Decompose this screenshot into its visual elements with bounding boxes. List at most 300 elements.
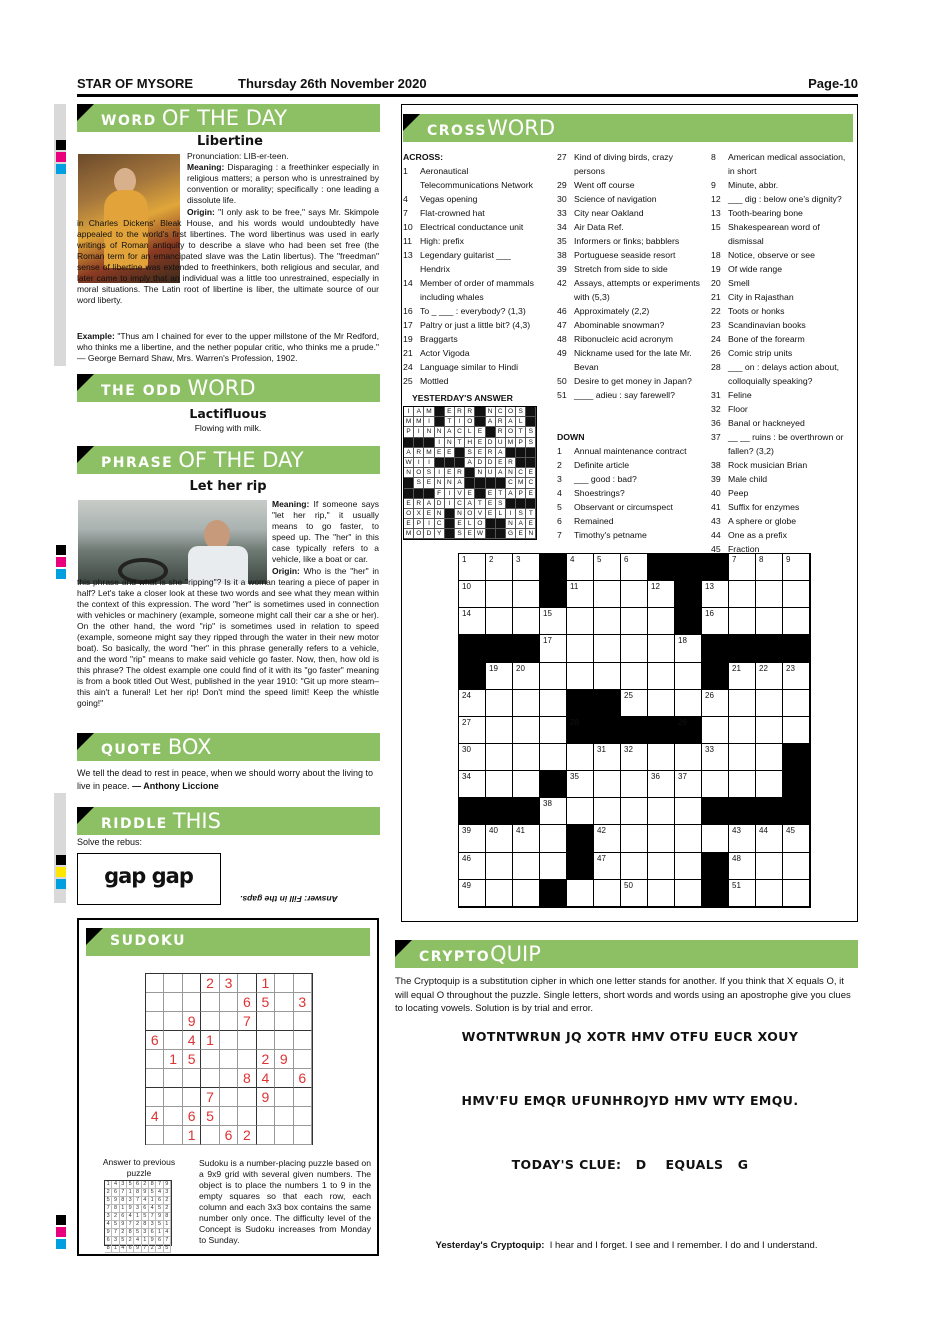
sudoku-cell[interactable] [294, 1126, 312, 1145]
crossword-cell[interactable] [486, 825, 513, 852]
clue-number: 33 [557, 208, 567, 218]
quote-text [77, 767, 379, 793]
crossword-cell[interactable] [540, 608, 567, 635]
crossword-cell[interactable] [459, 880, 486, 907]
mini-cell: L [465, 519, 475, 529]
sudoku-title: SUDOKU [110, 933, 186, 949]
crossword-cell[interactable] [621, 853, 648, 880]
crossword-cell[interactable] [756, 608, 783, 635]
crossword-cell[interactable] [567, 771, 594, 798]
clue-number: 12 [711, 194, 721, 204]
crossword-cell[interactable] [513, 825, 540, 852]
clue-text: Notice, observe or see [728, 250, 815, 260]
sudoku-cell[interactable] [275, 974, 293, 993]
crossword-cell[interactable] [540, 663, 567, 690]
crossword-cell[interactable] [621, 798, 648, 825]
bar-label-small: QUOTE [101, 742, 163, 758]
sudoku-cell[interactable] [294, 1050, 312, 1069]
crossword-cell[interactable] [702, 581, 729, 608]
crossword-cell[interactable] [459, 608, 486, 635]
crossword-cell[interactable] [486, 608, 513, 635]
crossword-cell[interactable] [567, 744, 594, 771]
clue-text: ____ adieu : say farewell? [574, 390, 675, 400]
black-square [621, 717, 648, 744]
crossword-cell[interactable] [567, 581, 594, 608]
black-square [702, 853, 729, 880]
crossword-cell[interactable] [594, 880, 621, 907]
crossword-cell[interactable] [594, 581, 621, 608]
sudoku-cell[interactable] [201, 993, 219, 1012]
crossword-cell[interactable] [756, 581, 783, 608]
answer-cell: 4 [105, 1221, 112, 1229]
bar-label-small: CRYPTO [419, 949, 491, 965]
answer-cell: 1 [164, 1221, 171, 1229]
sudoku-cell[interactable] [257, 1107, 275, 1126]
bar-label-large: WORD [187, 376, 256, 400]
crossword-cell[interactable] [783, 608, 810, 635]
sudoku-cell: 9 [257, 1088, 275, 1107]
mini-cell: C [516, 468, 526, 478]
sudoku-cell[interactable] [201, 1069, 219, 1088]
sudoku-cell[interactable] [275, 1069, 293, 1088]
sudoku-cell[interactable] [183, 1088, 201, 1107]
answer-cell: 4 [156, 1189, 163, 1197]
crossword-cell[interactable] [729, 690, 756, 717]
sudoku-cell[interactable] [201, 1050, 219, 1069]
meaning-text: If someone says "let her rip," it usually means to go faster, to speed up. The "her" in this case typically refers to a vehicle, like a boat or car. [272, 499, 379, 564]
crossword-cell[interactable] [540, 717, 567, 744]
crossword-cell[interactable] [729, 608, 756, 635]
answer-cell: 6 [105, 1237, 112, 1245]
sudoku-cell[interactable] [220, 1050, 238, 1069]
answer-cell: 7 [134, 1197, 141, 1205]
answer-cell: 4 [112, 1181, 119, 1189]
clue-number: 29 [557, 180, 567, 190]
cell-number: 13 [705, 582, 714, 592]
clue-number: 37 [711, 432, 721, 442]
sudoku-cell[interactable] [220, 1069, 238, 1088]
crossword-cell[interactable] [513, 744, 540, 771]
clue-number: 1 [403, 166, 408, 176]
sudoku-cell[interactable] [183, 1069, 201, 1088]
cell-number: 31 [597, 744, 606, 754]
crossword-cell[interactable] [783, 825, 810, 852]
color-mark [56, 545, 66, 555]
crossword-cell[interactable] [729, 853, 756, 880]
crossword-cell[interactable] [648, 635, 675, 662]
crossword-cell[interactable] [648, 690, 675, 717]
clue-number: 13 [711, 208, 721, 218]
crossword-cell[interactable] [756, 771, 783, 798]
corner-triangle-icon [77, 104, 94, 121]
black-square [702, 798, 729, 825]
black-square [513, 635, 540, 662]
sudoku-cell[interactable] [220, 1012, 238, 1031]
sudoku-cell[interactable] [220, 993, 238, 1012]
crossword-cell[interactable] [567, 554, 594, 581]
sudoku-cell[interactable] [275, 1012, 293, 1031]
crossword-cell[interactable] [540, 690, 567, 717]
crossword-cell[interactable] [486, 853, 513, 880]
sudoku-cell[interactable] [146, 1069, 164, 1088]
mini-cell [445, 458, 455, 468]
mini-cell [496, 529, 506, 539]
word-of-day-meaning [187, 162, 379, 206]
sudoku-cell[interactable] [238, 1050, 256, 1069]
crossword-cell[interactable] [594, 554, 621, 581]
crossword-cell[interactable] [648, 853, 675, 880]
crossword-cell[interactable] [486, 771, 513, 798]
crossword-cell[interactable] [594, 744, 621, 771]
clue-item [711, 528, 854, 542]
sudoku-cell[interactable] [294, 1012, 312, 1031]
sudoku-cell[interactable] [164, 993, 182, 1012]
crossword-cell[interactable] [567, 880, 594, 907]
crossword-cell[interactable] [621, 608, 648, 635]
across-clues-col2 [557, 150, 703, 542]
answer-cell: 5 [134, 1229, 141, 1237]
answer-cell: 7 [142, 1245, 149, 1253]
clue-number: 2 [557, 460, 562, 470]
crossword-cell[interactable] [648, 744, 675, 771]
mini-cell: A [414, 407, 424, 417]
clue-text: Actor Vigoda [420, 348, 470, 358]
sudoku-cell[interactable] [275, 1107, 293, 1126]
answer-cell: 3 [156, 1245, 163, 1253]
crossword-cell[interactable] [675, 825, 702, 852]
crossword-cell[interactable] [621, 880, 648, 907]
sudoku-cell[interactable] [146, 1126, 164, 1145]
crossword-cell[interactable] [702, 825, 729, 852]
answer-cell: 8 [134, 1189, 141, 1197]
crossword-cell[interactable] [621, 581, 648, 608]
crossword-cell[interactable] [621, 554, 648, 581]
crossword-cell[interactable] [621, 690, 648, 717]
sudoku-cell[interactable] [146, 1012, 164, 1031]
crossword-cell[interactable] [648, 825, 675, 852]
black-square [459, 663, 486, 690]
mini-cell [404, 438, 414, 448]
sudoku-cell[interactable] [238, 1107, 256, 1126]
sudoku-cell[interactable] [220, 1107, 238, 1126]
sudoku-cell[interactable] [164, 1088, 182, 1107]
crossword-cell[interactable] [513, 608, 540, 635]
crossword-cell[interactable] [513, 581, 540, 608]
black-square [567, 853, 594, 880]
mini-cell: X [414, 509, 424, 519]
crossword-cell[interactable] [756, 554, 783, 581]
crossword-cell[interactable] [729, 581, 756, 608]
mini-cell: C [435, 519, 445, 529]
crossword-cell[interactable] [513, 690, 540, 717]
mini-cell: L [516, 417, 526, 427]
crossword-cell[interactable] [783, 880, 810, 907]
crossword-cell[interactable] [648, 581, 675, 608]
crossword-cell[interactable] [783, 690, 810, 717]
sudoku-cell[interactable] [164, 1012, 182, 1031]
example-text: "Thus am I chained for ever to the upper millstone of the Mr Redford, who thinks me a libertine, and the nether popular critic, who thinks me a prude." — George Bernard Shaw, Mrs. Warren's Profession, 1902. [77, 331, 379, 363]
quote-body: We tell the dead to rest in peace, when we should worry about the living to live in peace. [77, 768, 374, 791]
sudoku-cell[interactable] [164, 1126, 182, 1145]
crossword-cell[interactable] [756, 663, 783, 690]
cell-number: 51 [732, 880, 741, 890]
sudoku-cell[interactable] [238, 974, 256, 993]
crossword-cell[interactable] [540, 635, 567, 662]
crossword-cell[interactable] [567, 608, 594, 635]
crossword-cell[interactable] [675, 635, 702, 662]
crossword-cell[interactable] [756, 853, 783, 880]
sudoku-cell[interactable] [238, 1031, 256, 1050]
sudoku-cell[interactable] [275, 1031, 293, 1050]
sudoku-cell: 1 [183, 1126, 201, 1145]
sudoku-cell[interactable] [183, 974, 201, 993]
crossword-cell[interactable] [702, 744, 729, 771]
answer-cell: 1 [142, 1237, 149, 1245]
crossword-cell[interactable] [675, 880, 702, 907]
meaning-text: Disparaging : a freethinker especially in religious matters; a person who is unrestrained by convention or morality; specifically : one leading a dissolute life. [187, 162, 379, 205]
mini-cell: L [465, 427, 475, 437]
sudoku-cell[interactable] [294, 974, 312, 993]
clue-text: Smell [728, 278, 750, 288]
crossword-cell[interactable] [756, 825, 783, 852]
sudoku-cell[interactable] [146, 1050, 164, 1069]
color-mark [56, 879, 66, 889]
answer-cell: 2 [127, 1237, 134, 1245]
sudoku-answer-grid [104, 1180, 172, 1251]
sudoku-cell[interactable] [164, 1069, 182, 1088]
crossword-cell[interactable] [594, 825, 621, 852]
mini-cell: N [445, 438, 455, 448]
crossword-cell[interactable] [513, 771, 540, 798]
sudoku-cell: 4 [257, 1069, 275, 1088]
sudoku-cell[interactable] [146, 974, 164, 993]
crossword-cell[interactable] [675, 663, 702, 690]
crossword-cell[interactable] [513, 717, 540, 744]
mini-cell [445, 529, 455, 539]
crossword-cell[interactable] [702, 717, 729, 744]
crossword-cell[interactable] [594, 798, 621, 825]
sudoku-cell[interactable] [146, 1088, 164, 1107]
crossword-cell[interactable] [648, 880, 675, 907]
crossword-cell[interactable] [783, 554, 810, 581]
crossword-cell[interactable] [729, 744, 756, 771]
answer-cell: 6 [156, 1197, 163, 1205]
sudoku-cell[interactable] [294, 1031, 312, 1050]
crossword-cell[interactable] [594, 608, 621, 635]
clue-item [711, 178, 854, 192]
crossword-cell[interactable] [648, 798, 675, 825]
answer-cell: 4 [120, 1245, 127, 1253]
crossword-cell[interactable] [675, 771, 702, 798]
clue-text: Nickname used for the late Mr. Bevan [574, 348, 692, 372]
crossword-cell[interactable] [594, 635, 621, 662]
color-mark [56, 140, 66, 150]
crossword-cell[interactable] [486, 581, 513, 608]
cell-number: 46 [462, 853, 471, 863]
answer-cell: 2 [149, 1245, 156, 1253]
crossword-cell[interactable] [486, 690, 513, 717]
mini-cell: O [475, 519, 485, 529]
sudoku-cell[interactable] [294, 1107, 312, 1126]
sudoku-cell[interactable] [275, 1126, 293, 1145]
mini-cell: S [526, 427, 536, 437]
crossword-cell[interactable] [783, 663, 810, 690]
clues-col3 [711, 150, 854, 556]
sudoku-cell[interactable] [201, 1012, 219, 1031]
clue-number: 47 [557, 320, 567, 330]
sudoku-cell: 6 [238, 993, 256, 1012]
crossword-cell[interactable] [513, 880, 540, 907]
crossword-cell[interactable] [459, 825, 486, 852]
mini-cell: A [465, 458, 475, 468]
crossword-cell[interactable] [513, 554, 540, 581]
crossword-cell[interactable] [729, 880, 756, 907]
sudoku-cell[interactable] [257, 1012, 275, 1031]
sudoku-cell[interactable] [164, 1107, 182, 1126]
clue-item [557, 276, 703, 304]
answer-cell: 7 [164, 1237, 171, 1245]
answer-cell: 3 [142, 1229, 149, 1237]
crossword-cell[interactable] [540, 744, 567, 771]
crossword-cell[interactable] [540, 825, 567, 852]
clue-number: 48 [557, 334, 567, 344]
clue-text: Informers or finks; babblers [574, 236, 680, 246]
crossword-cell[interactable] [594, 853, 621, 880]
crossword-cell[interactable] [675, 853, 702, 880]
rebus-text: gap gap [104, 864, 193, 888]
crossword-cell[interactable] [648, 608, 675, 635]
crossword-cell[interactable] [459, 853, 486, 880]
mini-cell: M [424, 407, 434, 417]
sudoku-cell[interactable] [257, 1031, 275, 1050]
sudoku-cell[interactable] [220, 1088, 238, 1107]
mini-cell: M [424, 448, 434, 458]
clue-number: 10 [403, 222, 413, 232]
crossword-cell[interactable] [486, 663, 513, 690]
crossword-cell[interactable] [729, 825, 756, 852]
crossword-cell[interactable] [459, 690, 486, 717]
crossword-cell[interactable] [648, 663, 675, 690]
crossword-cell[interactable] [756, 690, 783, 717]
crossword-cell[interactable] [702, 608, 729, 635]
cell-number: 39 [462, 826, 471, 836]
black-square [783, 798, 810, 825]
clue-number: 41 [711, 502, 721, 512]
crossword-cell[interactable] [540, 853, 567, 880]
issue-date: Thursday 26th November 2020 [238, 76, 427, 91]
crossword-cell[interactable] [594, 663, 621, 690]
clue-text: Approximately (2,2) [574, 306, 650, 316]
word-of-day-bar [77, 104, 380, 132]
crossword-cell[interactable] [486, 744, 513, 771]
crossword-cell[interactable] [756, 717, 783, 744]
crossword-cell[interactable] [675, 798, 702, 825]
mini-cell [486, 427, 496, 437]
crossword-cell[interactable] [729, 663, 756, 690]
crossword-cell[interactable] [783, 853, 810, 880]
crossword-cell[interactable] [459, 744, 486, 771]
crossword-cell[interactable] [459, 554, 486, 581]
sudoku-cell: 1 [164, 1050, 182, 1069]
crossword-cell[interactable] [486, 880, 513, 907]
mini-cell [526, 458, 536, 468]
mini-cell [475, 489, 485, 499]
crossword-cell[interactable] [621, 771, 648, 798]
crossword-cell[interactable] [702, 690, 729, 717]
crossword-cell[interactable] [513, 663, 540, 690]
sudoku-cell[interactable] [257, 1126, 275, 1145]
clue-text: One as a prefix [728, 530, 787, 540]
clue-text: Peep [728, 488, 749, 498]
crossword-cell[interactable] [486, 554, 513, 581]
crossword-cell[interactable] [459, 717, 486, 744]
sudoku-cell[interactable] [275, 1088, 293, 1107]
answer-cell: 2 [142, 1181, 149, 1189]
crossword-cell[interactable] [756, 744, 783, 771]
crossword-cell[interactable] [459, 581, 486, 608]
crossword-cell[interactable] [567, 663, 594, 690]
sudoku-cell[interactable] [238, 1088, 256, 1107]
mini-cell [516, 499, 526, 509]
crossword-cell[interactable] [567, 798, 594, 825]
clue-text: Male child [728, 474, 768, 484]
crossword-cell[interactable] [675, 744, 702, 771]
mini-cell: E [404, 519, 414, 529]
crossword-cell[interactable] [594, 771, 621, 798]
crossword-cell[interactable] [621, 635, 648, 662]
mini-cell [414, 438, 424, 448]
color-mark [56, 152, 66, 162]
crossword-cell[interactable] [648, 771, 675, 798]
sudoku-cell[interactable] [183, 993, 201, 1012]
crossword-cell[interactable] [621, 663, 648, 690]
crossword-cell[interactable] [486, 717, 513, 744]
mini-cell: Y [435, 529, 445, 539]
crossword-cell[interactable] [729, 771, 756, 798]
crossword-cell[interactable] [783, 581, 810, 608]
crossword-cell[interactable] [702, 771, 729, 798]
sudoku-cell[interactable] [164, 974, 182, 993]
crossword-cell[interactable] [513, 853, 540, 880]
crossword-cell[interactable] [621, 744, 648, 771]
clue-text: Aeronautical Telecommunications Network [420, 166, 533, 190]
crossword-cell[interactable] [756, 880, 783, 907]
cell-number: 38 [543, 799, 552, 809]
crossword-cell[interactable] [540, 798, 567, 825]
clue-number: 18 [711, 250, 721, 260]
clue-item [711, 248, 854, 262]
sudoku-cell[interactable] [164, 1031, 182, 1050]
crossword-cell[interactable] [729, 717, 756, 744]
sudoku-cell[interactable] [275, 993, 293, 1012]
clue-item [711, 206, 854, 220]
sudoku-cell: 6 [183, 1107, 201, 1126]
crossword-cell[interactable] [783, 717, 810, 744]
clue-item [557, 486, 703, 500]
answer-cell: 1 [149, 1197, 156, 1205]
crossword-cell[interactable] [729, 554, 756, 581]
sudoku-cell[interactable] [220, 1031, 238, 1050]
origin-text: "I only ask to be free," says Mr. Skimpole in Charles Dickens' Bleak House, and his words would undoubtedly have appealed to the world's first libertines. The word libertinus was used in early writings of Roman antiquity to describe a slave who had been set free (the Roman term for an emancipated slave was the Latin libertus). The "freedman" sense of libertine was extended to freethinkers, both religious and secular, and later came to imply that an individual was a little too unrestrained, especially in moral situations. The Latin root of libertine is liber, the ultimate source of our word liberty. [77, 207, 379, 305]
crossword-cell[interactable] [459, 771, 486, 798]
crossword-cell[interactable] [567, 635, 594, 662]
sudoku-cell: 6 [146, 1031, 164, 1050]
sudoku-cell[interactable] [201, 1126, 219, 1145]
crossword-cell[interactable] [675, 690, 702, 717]
crossword-cell[interactable] [621, 825, 648, 852]
sudoku-cell[interactable] [294, 1088, 312, 1107]
sudoku-cell[interactable] [146, 993, 164, 1012]
